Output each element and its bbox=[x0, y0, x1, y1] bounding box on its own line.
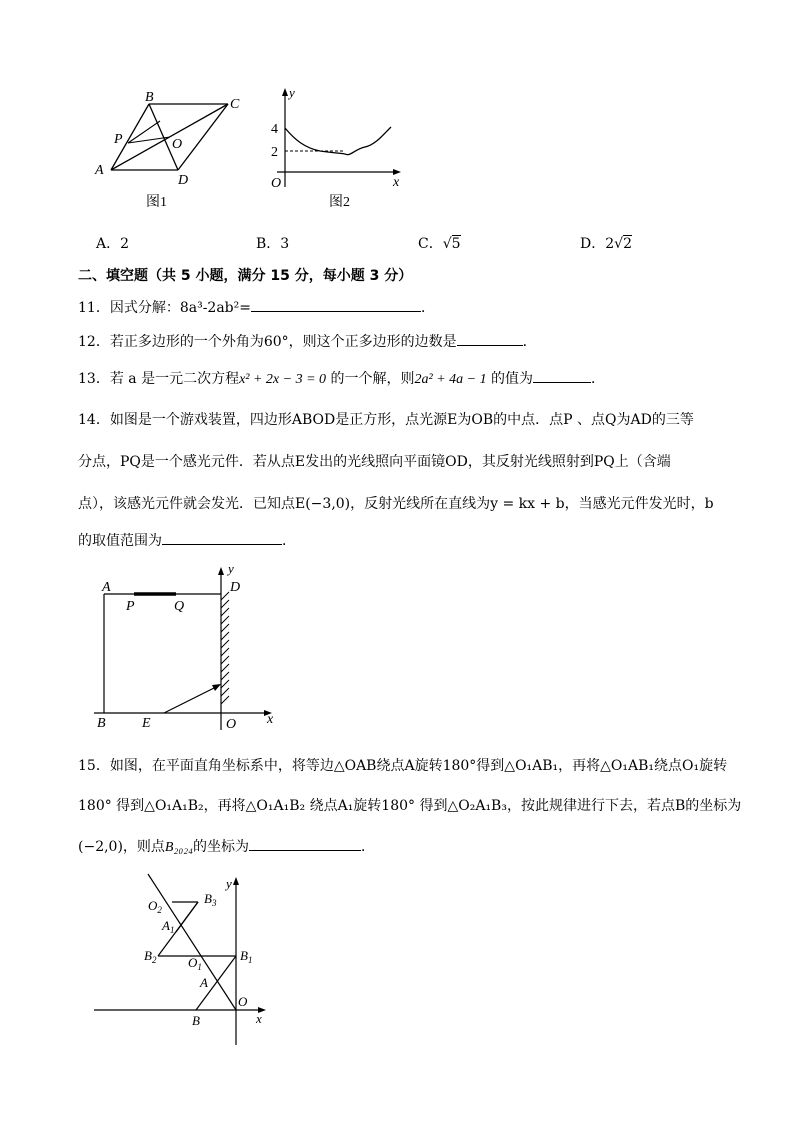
q15-line3-a: (−2,0)，则点 bbox=[78, 839, 165, 855]
q15-fig-label-a: A bbox=[200, 975, 208, 990]
option-c-radicand: 5 bbox=[451, 236, 461, 252]
fig1-caption: 图1 bbox=[146, 195, 167, 210]
q15-fig-label-y: y bbox=[226, 876, 232, 891]
q15-fig-label-o: O bbox=[238, 994, 248, 1009]
q12-end: ． bbox=[522, 334, 537, 350]
q11-answer-blank[interactable] bbox=[251, 297, 421, 312]
q13-equation: x² + 2x − 3 = 0 bbox=[239, 372, 327, 387]
q14-line2: 分点，PQ是一个感光元件．若从点E发出的光线照向平面镜OD，其反射光线照射到PQ上（含端 bbox=[78, 454, 671, 470]
q11-text: 因式分解：8a³-2ab²= bbox=[109, 300, 251, 316]
question-14-line-4 bbox=[78, 530, 296, 550]
q14-line1: 如图是一个游戏装置，四边形ABOD是正方形，点光源E为OB的中点．点P 、点Q为AD的三等 bbox=[109, 412, 694, 428]
question-15-line-3 bbox=[78, 836, 375, 856]
q14-fig-label-o: O bbox=[226, 717, 237, 732]
q15-fig-label-b1: $B_1$ bbox=[240, 948, 253, 965]
q15-line2: 180° 得到△O₁A₁B₂，再将△O₁A₁B₂ 绕点A₁旋转180° 得到△O₂A₁B₃，按此规律进行下去，若点B的坐标为 bbox=[78, 798, 742, 814]
q13-text-b: 的一个解，则 bbox=[330, 371, 415, 387]
q14-answer-blank[interactable] bbox=[162, 530, 282, 545]
option-b: B．3 bbox=[256, 236, 290, 252]
q15-fig-label-a1: $A_1$ bbox=[162, 918, 175, 935]
q13-expression: 2a² + 4a − 1 bbox=[414, 372, 487, 387]
q14-fig-label-b: B bbox=[97, 716, 106, 731]
question-11 bbox=[78, 297, 435, 317]
q14-fig-label-p: P bbox=[126, 599, 135, 614]
q15-line3-b: B₂₀₂₄ bbox=[164, 840, 193, 855]
fig2-tick-4: 4 bbox=[271, 122, 278, 137]
fig1-label-a: A bbox=[95, 163, 104, 178]
figure-q15-rotations bbox=[92, 870, 282, 1050]
question-15-line-1 bbox=[78, 755, 727, 775]
q11-number: 11． bbox=[78, 300, 110, 316]
option-a: A．2 bbox=[96, 236, 130, 252]
option-d-radicand: 2 bbox=[623, 236, 632, 252]
q14-end: ． bbox=[282, 533, 296, 549]
q15-number: 15． bbox=[78, 758, 110, 774]
figure-1-parallelogram bbox=[88, 90, 258, 215]
q15-fig-label-o2: $O_2$ bbox=[148, 898, 162, 915]
q15-answer-blank[interactable] bbox=[249, 836, 361, 851]
q13-end: ． bbox=[591, 371, 606, 387]
q14-number: 14． bbox=[78, 412, 110, 428]
question-12 bbox=[78, 331, 537, 351]
figure-2-graph bbox=[265, 85, 415, 215]
option-d-prefix: D． bbox=[580, 236, 606, 252]
sqrt-symbol-icon: √ bbox=[614, 236, 624, 252]
q15-line1: 如图，在平面直角坐标系中，将等边△OAB绕点A旋转180°得到△O₁AB₁，再将△O₁AB₁绕点O₁旋转 bbox=[109, 758, 728, 774]
fig2-caption: 图2 bbox=[329, 195, 350, 210]
q14-fig-label-a: A bbox=[102, 580, 111, 595]
q15-fig-label-b3: $B_3$ bbox=[204, 891, 217, 908]
fig2-label-x: x bbox=[393, 175, 400, 190]
q14-fig-label-y: y bbox=[228, 561, 234, 576]
fig1-label-d: D bbox=[178, 173, 189, 188]
sqrt-symbol-icon: √ bbox=[442, 236, 452, 252]
q12-answer-blank[interactable] bbox=[457, 331, 523, 346]
q13-text-a: 若 a 是一元二次方程 bbox=[109, 371, 240, 387]
q14-fig-label-x: x bbox=[267, 712, 274, 727]
q15-fig-label-b2: $B_2$ bbox=[144, 948, 157, 965]
fig2-label-y: y bbox=[289, 85, 295, 100]
fig2-origin: O bbox=[271, 176, 282, 191]
figure-q14-game-device bbox=[90, 560, 290, 735]
q13-text-c: 的值为 bbox=[491, 371, 534, 387]
fig1-label-o: O bbox=[172, 137, 183, 152]
option-d bbox=[580, 233, 632, 253]
fig1-label-c: C bbox=[230, 97, 240, 112]
q14-fig-label-e: E bbox=[142, 716, 151, 731]
q13-number: 13． bbox=[78, 371, 110, 387]
q14-fig-label-q: Q bbox=[174, 599, 185, 614]
q15-end: ． bbox=[360, 839, 375, 855]
option-c bbox=[418, 233, 461, 253]
q15-line3-c: 的坐标为 bbox=[192, 839, 249, 855]
q14-line4: 的取值范围为 bbox=[78, 533, 162, 549]
q15-fig-label-x: x bbox=[256, 1011, 262, 1026]
q15-fig-label-b: B bbox=[192, 1013, 200, 1028]
q15-fig-label-o1: $O_1$ bbox=[188, 955, 202, 972]
fig1-label-p: P bbox=[114, 132, 123, 147]
option-c-prefix: C． bbox=[418, 236, 443, 252]
q12-number: 12． bbox=[78, 334, 110, 350]
question-14-line-1 bbox=[78, 409, 694, 429]
q14-line3: 点），该感光元件就会发光．已知点E(−3,0)，反射光线所在直线为y = kx + b，当感光元件发光时，b bbox=[78, 496, 714, 512]
option-d-coef: 2 bbox=[605, 236, 615, 252]
q13-answer-blank[interactable] bbox=[533, 368, 591, 383]
q11-end: ． bbox=[420, 300, 435, 316]
fig2-tick-2: 2 bbox=[271, 145, 278, 160]
question-13 bbox=[78, 368, 605, 388]
q14-fig-label-d: D bbox=[230, 580, 241, 595]
section-2-title: 二、填空题（共 5 小题，满分 15 分，每小题 3 分） bbox=[78, 268, 413, 284]
fig1-label-b: B bbox=[145, 90, 154, 105]
q12-text: 若正多边形的一个外角为60°，则这个正多边形的边数是 bbox=[109, 334, 457, 350]
